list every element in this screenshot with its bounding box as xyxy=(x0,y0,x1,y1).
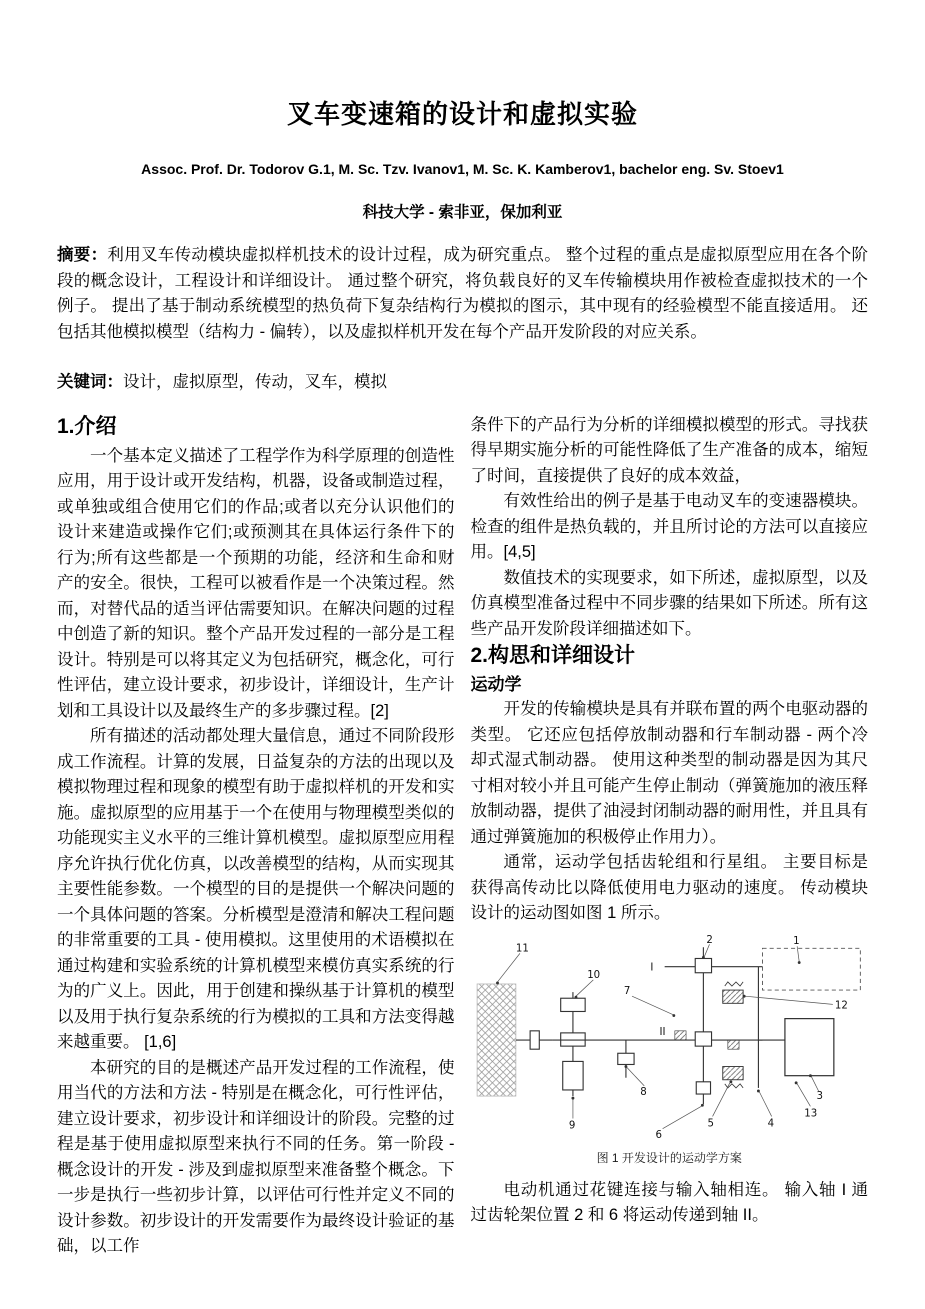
keywords-label: 关键词： xyxy=(57,373,123,391)
kinematics-subheading: 运动学 xyxy=(470,675,522,695)
motor-block xyxy=(477,984,516,1096)
abstract-text: 利用叉车传动模块虚拟样机技术的设计过程，成为研究重点。 整个过程的重点是虚拟原型应用在各个阶段的概念设计，工程设计和详细设计。 通过整个研究，将负载良好的叉车传输模块用作被检查虚拟技术的一个例子。 提出了基于制动系统模型的热负荷下复杂结构行为模拟的图示，其中现有的经验模型不能直接适用。 还包括其他模拟模型（结构力 - 偏转），以及虚拟样机开发在每个产品开发阶段的对应关系。 xyxy=(57,246,868,341)
diagram-geometry xyxy=(477,947,860,1104)
bearing-symbol xyxy=(727,1040,738,1049)
dashed-enclosure xyxy=(762,948,860,990)
gear-symbol xyxy=(560,998,584,1011)
module-paragraph: 开发的传输模块是具有并联布置的两个电驱动器的类型。 它还应包括停放制动器和行车制动器 - 两个冷却式湿式制动器。 使用这种类型的制动器是因为其尺寸相对较小并且可能产生停止制动（弹簧施加的液压释放制动器，提供了油浸封闭制动器的耐用性，并且具有通过弹簧施加的积极停止作用力）。 xyxy=(470,700,868,846)
gear-symbol xyxy=(695,958,711,972)
label-3: 3 xyxy=(816,1090,823,1102)
brake-symbol xyxy=(722,1066,742,1079)
intro-paragraph-3: 本研究的目的是概述产品开发过程的工作流程，使用当代的方法和方法 - 特别是在概念化，可行性评估，建立设计要求，初步设计和详细设计的阶段。完整的过程是基于使用虚拟原型来执行不同的任务。第一阶段 - 概念设计的开发 - 涉及到虚拟原型来准备整个概念。下一步是执行一些初步计算，以评估可行性并定义不同的设计参数。初步设计的开发需要作为最终设计验证的基础，以工作 xyxy=(57,1058,455,1256)
motor-paragraph: 电动机通过花键连接与输入轴相连。 输入轴 I 通过齿轮架位置 2 和 6 将运动传递到轴 II。 xyxy=(470,1180,868,1225)
label-11: 11 xyxy=(515,942,529,954)
two-column-body xyxy=(57,413,868,1260)
label-10: 10 xyxy=(586,969,600,981)
gear-symbol xyxy=(617,1053,633,1064)
label-1: 1 xyxy=(792,935,800,947)
label-8: 8 xyxy=(639,1086,647,1098)
kinematic-diagram xyxy=(471,933,869,1142)
intro-paragraph-1: 一个基本定义描述了工程学作为科学原理的创造性应用，用于设计或开发结构，机器，设备或制造过程，或单独或组合使用它们的作品;或者以充分认识他们的设计来建造或操作它们;或预测其在具体运行条件下的行为;所有这些都是一个预期的功能，经济和生命和财产的安全。很快，工程可以被看作是一个决策过程。然而，对替代品的适当评估需要知识。在解决问题的过程中创造了新的知识。整个产品开发过程的一部分是工程设计。特别是可以将其定义为包括研究，概念化，可行性评估，建立设计要求，初步设计，详细设计，生产计划和工具设计以及最终生产的多步骤过程。[2] xyxy=(57,446,455,720)
abstract-paragraph xyxy=(57,243,868,345)
abstract-label: 摘要： xyxy=(57,246,108,264)
label-7: 7 xyxy=(623,985,630,997)
label-9: 9 xyxy=(568,1120,575,1132)
output-box xyxy=(784,1018,833,1075)
example-paragraph: 有效性给出的例子是基于电动叉车的变速器模块。检查的组件是热负载的，并且所讨论的方法可以直接应用。[4,5] xyxy=(470,492,868,561)
section-2-heading: 2.构思和详细设计 xyxy=(470,644,636,667)
shaft-ii-label: II xyxy=(659,1026,666,1038)
numeric-paragraph: 数值技术的实现要求，如下所述，虚拟原型，以及仿真模型准备过程中不同步骤的结果如下所述。所有这些产品开发阶段详细描述如下。 xyxy=(470,568,868,638)
intro-paragraph-2: 所有描述的活动都处理大量信息，通过不同阶段形成工作流程。计算的发展，日益复杂的方法的出现以及模拟物理过程和现象的模型有助于虚拟样机的开发和实施。虚拟原型的应用基于一个在使用与物理模型类似的功能现实主义水平的三维计算机模型。虚拟原型应用程序允许执行优化仿真，以改善模型的结构，从而实现其主要性能参数。一个模型的目的是提供一个解决问题的一个具体问题的答案。分析模型是澄清和解决工程问题的非常重要的工具 - 使用模拟。这里使用的术语模拟在通过构建和实验系统的计算机模型来模仿真实系统的行为的广义上。因此，用于创建和操纵基于计算机的模型以及用于执行复杂系统的行为模拟的工具和方法变得越来越重要。 [1,6] xyxy=(57,727,455,1052)
label-12: 12 xyxy=(834,999,848,1011)
label-2: 2 xyxy=(705,934,713,946)
label-5: 5 xyxy=(706,1118,714,1130)
section-1-heading: 1.介绍 xyxy=(57,414,117,438)
affiliation-line: 科技大学 - 索非亚，保加利亚 xyxy=(362,204,563,221)
figure-1-caption: 图 1 开发设计的运动学方案 xyxy=(596,1151,742,1166)
brake-symbol xyxy=(722,990,742,1003)
label-4: 4 xyxy=(767,1118,774,1130)
paper-title: 叉车变速箱的设计和虚拟实验 xyxy=(286,99,638,129)
bearing-symbol xyxy=(674,1030,685,1039)
figure-1 xyxy=(471,933,869,1172)
coupling-symbol xyxy=(530,1030,539,1048)
keywords-text: 设计，虚拟原型，传动，叉车，模拟 xyxy=(123,373,387,391)
gear-symbol xyxy=(562,1061,582,1090)
authors-line: Assoc. Prof. Dr. Todorov G.1, M. Sc. Tzv. Ivanov1, M. Sc. K. Kamberov1, bachelor eng. Sv. Stoev1 xyxy=(141,161,784,177)
label-13: 13 xyxy=(803,1108,817,1120)
gear-symbol xyxy=(696,1081,710,1093)
label-6: 6 xyxy=(654,1129,662,1141)
shaft-i-label: I xyxy=(649,962,653,974)
keywords-line xyxy=(57,370,868,396)
continuation-paragraph: 条件下的产品行为分析的详细模拟模型的形式。寻找获得早期实施分析的可能性降低了生产准备的成本，缩短了时间，直接提供了良好的成本效益， xyxy=(470,415,868,485)
spring-symbol xyxy=(724,981,742,985)
gear-symbol xyxy=(695,1031,711,1045)
left-column xyxy=(57,413,455,1260)
right-column xyxy=(471,413,869,1260)
kinematics-paragraph: 通常，运动学包括齿轮组和行星组。 主要目标是获得高传动比以降低使用电力驱动的速度。 传动模块设计的运动图如图 1 所示。 xyxy=(470,853,868,923)
